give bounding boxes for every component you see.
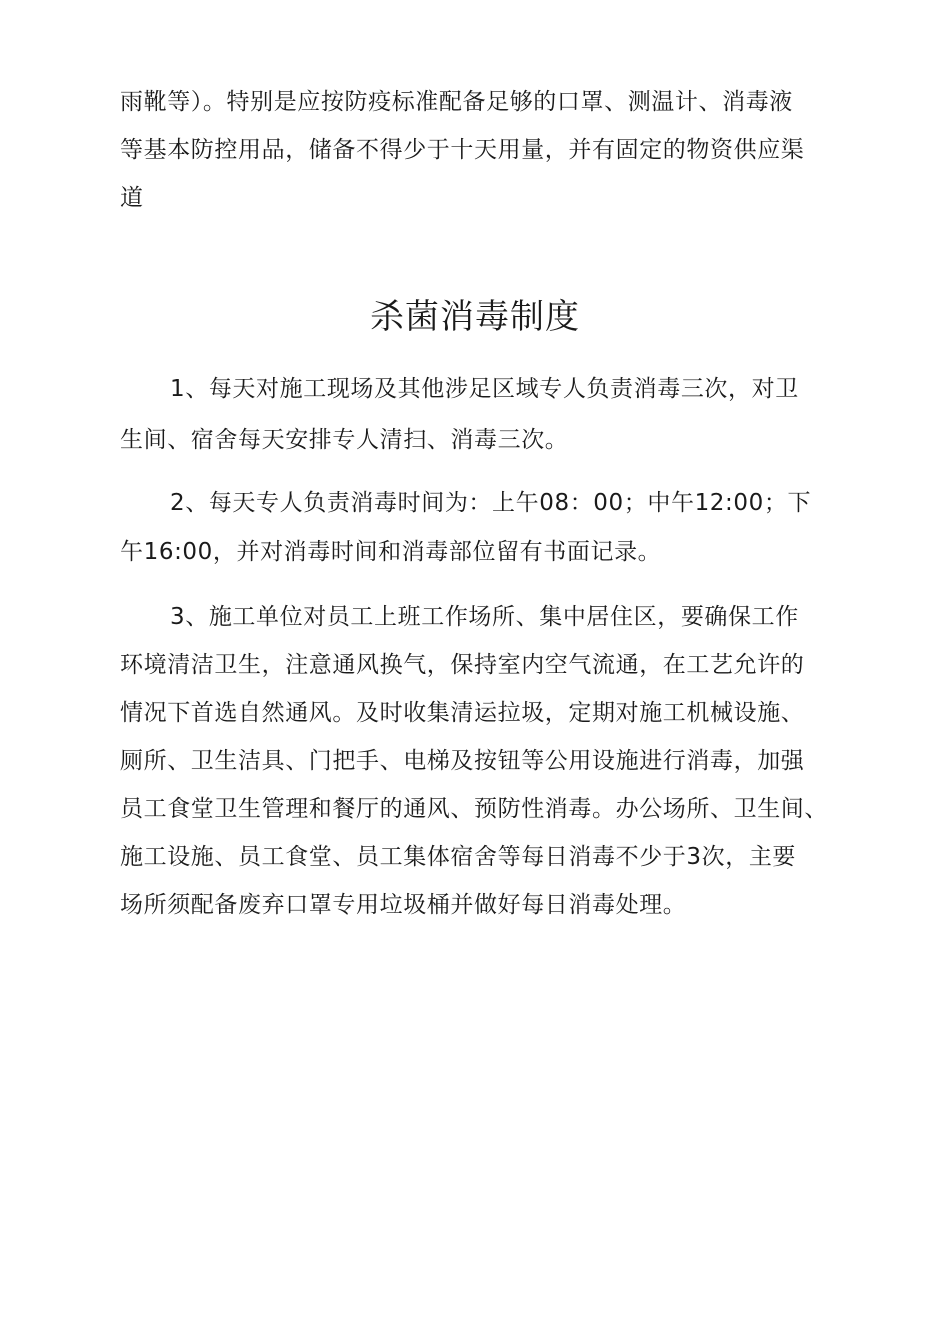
paragraph-3-line: 环境清洁卫生，注意通风换气，保持室内空气流通，在工艺允许的 <box>120 652 805 678</box>
intro-line: 等基本防控用品，储备不得少于十天用量，并有固定的物资供应渠 <box>120 137 805 163</box>
paragraph-3-line: 3、施工单位对员工上班工作场所、集中居住区，要确保工作 <box>170 604 799 630</box>
intro-line: 道 <box>120 185 144 211</box>
paragraph-3-line: 员工食堂卫生管理和餐厅的通风、预防性消毒。办公场所、卫生间、 <box>120 796 828 822</box>
paragraph-2-line: 2、每天专人负责消毒时间为：上午08：00；中午12:00；下 <box>170 490 812 516</box>
paragraph-3-line: 场所须配备废弃口罩专用垃圾桶并做好每日消毒处理。 <box>120 892 687 918</box>
paragraph-2-line: 午16:00，并对消毒时间和消毒部位留有书面记录。 <box>120 539 662 565</box>
section-title: 杀菌消毒制度 <box>370 297 580 337</box>
paragraph-1-line: 生间、宿舍每天安排专人清扫、消毒三次。 <box>120 427 569 453</box>
paragraph-3-line: 施工设施、员工食堂、员工集体宿舍等每日消毒不少于3次，主要 <box>120 844 797 870</box>
paragraph-1-line: 1、每天对施工现场及其他涉足区域专人负责消毒三次，对卫 <box>170 376 799 402</box>
paragraph-3-line: 情况下首选自然通风。及时收集清运拉圾，定期对施工机械设施、 <box>120 700 805 726</box>
paragraph-3-line: 厕所、卫生洁具、门把手、电梯及按钮等公用设施进行消毒，加强 <box>120 748 805 774</box>
intro-line: 雨靴等）。特别是应按防疫标准配备足够的口罩、测温计、消毒液 <box>120 89 793 115</box>
